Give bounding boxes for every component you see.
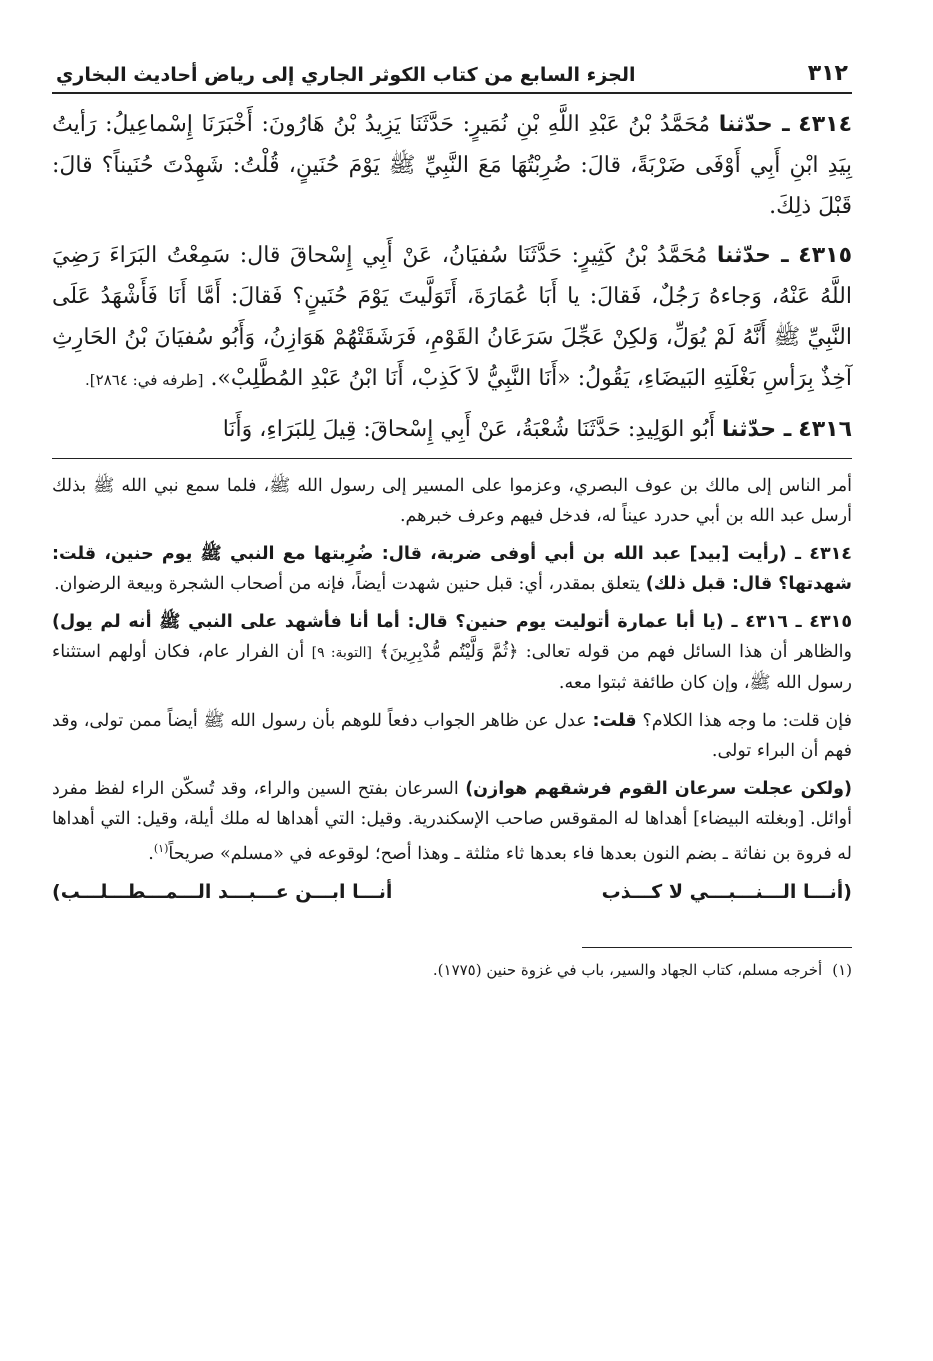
text-commentary-divider [52, 458, 852, 459]
commentary-paragraph [52, 706, 852, 766]
hadith-lead: حدّثنا [722, 417, 777, 442]
hadith-4316 [52, 409, 852, 450]
running-title: الجزء السابع من كتاب الكوثر الجاري إلى رياض أحاديث البخاري [56, 64, 636, 86]
verse-reference: [التوبة: ٩] [311, 645, 373, 661]
poem-first-hemistich: (أنـــا الـــنـــبـــي لا كـــذب [601, 880, 852, 903]
commentary-text: . [148, 843, 154, 864]
commentary-quote: ٤٣١٤ ـ (رأيت [بيد] عبد الله بن أبي أوفى ضربة، قال: ضُرِبتها مع النبي ﷺ يوم حنين، قلت: شهدتها؟ قال: قبل ذلك) [52, 544, 852, 594]
commentary-paragraph [52, 539, 852, 599]
poem-verse [52, 875, 852, 909]
footnote-rule [582, 947, 852, 948]
footnote-number: (١) [832, 960, 852, 979]
footnote [52, 958, 852, 982]
commentary-paragraph [52, 774, 852, 869]
footnote-marker[interactable]: (١) [153, 842, 169, 855]
commentary-text: يتعلق بمقدر، أي: قبل حنين شهدت أيضاً، فإنه من أصحاب الشجرة وبيعة الرضوان. [54, 574, 641, 594]
commentary-quote: قلت: [592, 711, 637, 731]
commentary-quote: (ولكن عجلت سرعان القوم فرشقهم هوازن) [465, 779, 852, 799]
commentary-paragraph [52, 471, 852, 531]
commentary-text: فإن قلت: ما وجه هذا الكلام؟ [642, 711, 852, 731]
page-number: ٣١٢ [807, 61, 848, 86]
hadith-text: مُحَمَّدُ بْنُ كَثِيرٍ: حَدَّثَنَا سُفيَانُ، عَنْ أَبِي إِسْحاقَ قال: سَمِعْتُ البَرَاءَ رَضِيَ اللَّهُ عَنْهُ، وَجاءهُ رَجُلٌ، فَقالَ: يا أَبَا عُمَارَةَ، أَتَوَلَّيتَ يَوْمَ حُنَينٍ؟ فَقالَ: أَمَّا أَنَا فَأَشْهَدُ عَلَى النَّبِيِّ ﷺ أَنَّهُ لَمْ يُوَلِّ، وَلكِنْ عَجِّلَ سَرَعَانُ القَوْمِ، فَرَشَقَتْهُمْ هَوَازِنُ، وَأَبُو سُفيَانَ بْنُ الحَارِثِ آخِذٌ بِرَأسِ بَغْلَتِهِ البَيضَاءِ، يَقُولُ: «أَنَا النَّبِيُّ لاَ كَذِبْ، أَنَا ابْنُ عَبْدِ المُطَّلِبْ». [52, 243, 852, 391]
hadith-4315 [52, 235, 852, 401]
hadith-number: ٤٣١٤ [798, 112, 852, 137]
hadith-dash: ـ [770, 243, 789, 268]
commentary-text: السرعان بفتح السين والراء، وقد تُسكّن الراء لفظ مفرد أوائل. [وبغلته البيضاء] أهداها له المقوقس صاحب الإسكندرية. وقيل: التي أهداها له ملك أيلة، وقيل: التي أهداها له فروة بن نفاثة ـ بضم النون بعدها فاء بعدها ثاء مثلثة ـ وهذا أصح؛ لوقوعه في «مسلم» صريحاً [52, 779, 852, 864]
hadith-dash: ـ [772, 112, 790, 137]
quran-verse: ﴿ثُمَّ وَلَّيْتُم مُّدْبِرِينَ﴾ [379, 642, 519, 662]
hadith-section [52, 104, 852, 450]
footnote-text: أخرجه مسلم، كتاب الجهاد والسير، باب في غزوة حنين (١٧٧٥). [432, 960, 823, 979]
hadith-number: ٤٣١٥ [798, 243, 853, 268]
hadith-4314 [52, 104, 852, 227]
book-page [52, 50, 852, 1320]
commentary-text: أن الفرار عام، فكان أولهم استثناء رسول الله ﷺ، وإن كان طائفة ثبتوا معه. [52, 642, 852, 693]
commentary [52, 471, 852, 909]
hadith-number: ٤٣١٦ [798, 417, 852, 442]
commentary-text: أمر الناس إلى مالك بن عوف البصري، وعزموا على المسير إلى رسول الله ﷺ، فلما سمع نبي الله ﷺ بذلك أرسل عبد الله بن أبي حدرد عيناً له، فدخل فيهم وعرف خبرهم. [52, 476, 852, 526]
hadith-text: أَبُو الوَلِيدِ: حَدَّثَنَا شُعْبَةُ، عَنْ أَبِي إِسْحاقَ: قِيلَ لِلبَرَاءِ، وَأَنَا [222, 417, 716, 442]
hadith-cross-ref: [طرفه في: ٢٨٦٤]. [85, 371, 204, 389]
hadith-text: مُحَمَّدُ بْنُ عَبْدِ اللَّهِ بْنِ نُمَيرٍ: حَدَّثَنَا يَزِيدُ بْنُ هَارُونَ: أَخْبَرَنَا إِسْماعِيلُ: رَأيتُ بِيَدِ ابْنِ أَبِي أَوْفَى ضَرْبَةً، قالَ: ضُرِبْتُهَا مَعَ النَّبِيِّ ﷺ يَوْمَ حُنَينٍ، قُلْتُ: شَهِدْتَ حُنَيناً؟ قالَ: قَبْلَ ذلِكَ. [52, 112, 852, 219]
hadith-dash: ـ [776, 417, 792, 442]
running-header [52, 50, 852, 94]
poem-second-hemistich: أنـــا ابـــن عـــبـــد الـــمـــطـــلـــب) [52, 880, 393, 903]
commentary-text: عدل عن ظاهر الجواب دفعاً للوهم بأن رسول الله ﷺ أيضاً ممن تولى، وقد فهم أن البراء تولى. [52, 711, 852, 761]
commentary-text: والظاهر أن هذا السائل فهم من قوله تعالى: [525, 642, 852, 662]
hadith-lead: حدّثنا [716, 243, 771, 268]
hadith-lead: حدّثنا [718, 112, 773, 137]
commentary-quote: ٤٣١٥ ـ ٤٣١٦ ـ (يا أبا عمارة أتوليت يوم حنين؟ قال: أما أنا فأشهد على النبي ﷺ أنه لم يول) [52, 612, 853, 632]
commentary-paragraph [52, 607, 852, 698]
